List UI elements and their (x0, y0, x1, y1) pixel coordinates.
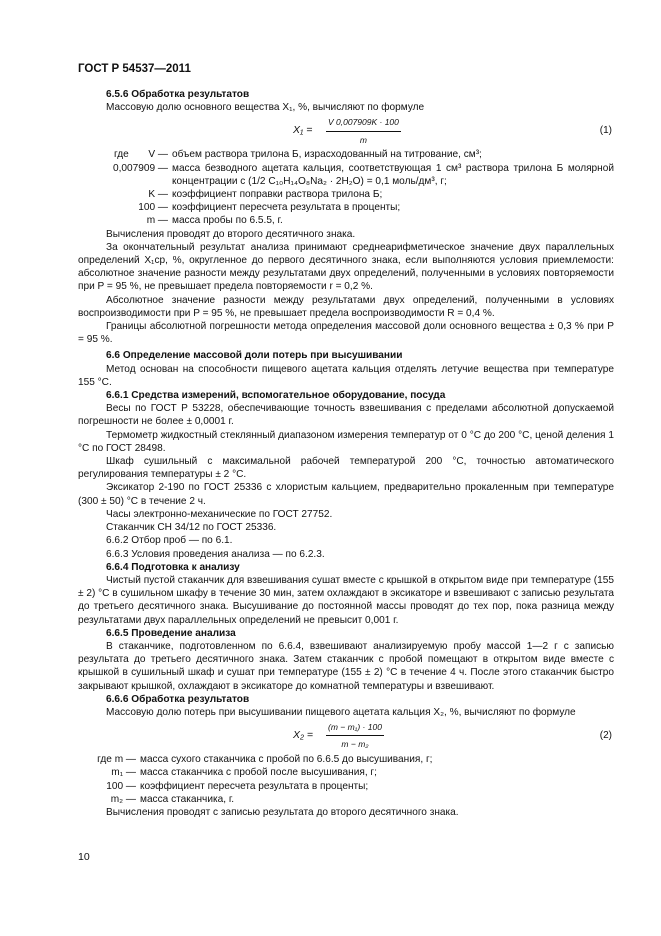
paragraph: Вычисления проводят до второго десятичного знака. (106, 228, 356, 240)
formula-numerator: V 0,007909K · 100 (326, 116, 401, 131)
page-number: 10 (78, 851, 90, 863)
definition-symbol: где m — (97, 754, 136, 766)
paragraph-6-6-2: 6.6.2 Отбор проб — по 6.1. (106, 535, 233, 547)
definition-text: масса стаканчика, г. (140, 793, 235, 805)
definition-row (78, 188, 614, 201)
paragraph: Границы абсолютной погрешности метода определения массовой доли основного вещества ± 0,3 % при P = 95 %. (78, 321, 614, 346)
formula-denominator: m (359, 134, 367, 145)
heading-6-6-4: 6.6.4 Подготовка к анализу (106, 561, 240, 573)
definition-symbol: m — (146, 215, 168, 227)
definition-row (78, 162, 614, 188)
definition-row (78, 753, 614, 766)
equipment-item: Часы электронно-механические по ГОСТ 27752. (106, 508, 333, 520)
definition-row (78, 793, 614, 806)
formula-lhs: X₁ = (293, 124, 313, 137)
definition-text: коэффициент пересчета результата в проценты; (172, 202, 401, 214)
definition-row (78, 780, 614, 793)
definition-text: коэффициент пересчета результата в проценты; (140, 780, 369, 792)
equipment-item: Термометр жидкостный стеклянный диапазоном измерения температур от 0 °С до 200 °С, ценой деления 1 °С по ГОСТ 28498. (78, 429, 614, 454)
heading-6-6-5: 6.6.5 Проведение анализа (106, 627, 236, 639)
definition-symbol: m₂ — (110, 793, 136, 805)
equipment-item: Стаканчик СН 34/12 по ГОСТ 25336. (106, 522, 277, 534)
definition-row (78, 201, 614, 214)
equipment-item: Эксикатор 2-190 по ГОСТ 25336 с хлористым кальцием, предварительно прокаленным при температуре (300 ± 50) °С в течение 2 ч. (78, 482, 614, 507)
paragraph: За окончательный результат анализа принимают среднеарифметическое значение двух параллельных определений X₁ср, %, округленное до первого десятичного знака, если выполняются условия приемлемости: абсолютное значение разности между результатами двух определений, полученными в условиях повторяемости при P = 95 %, не превышает предела повторяемости r = 0,2 %. (78, 241, 614, 293)
definition-symbol: 100 — (138, 202, 168, 214)
paragraph: Массовую долю основного вещества X₁, %, вычисляют по формуле (106, 102, 425, 114)
formula-number: (2) (599, 730, 612, 742)
equipment-item: Шкаф сушильный с максимальной рабочей температурой 200 °С, точностью автоматического регулирования температуры ± 2 °С. (78, 456, 614, 481)
definition-text: масса сухого стаканчика с пробой по 6.6.5 до высушивания, г; (140, 754, 433, 766)
heading-6-6-1: 6.6.1 Средства измерений, вспомогательное оборудование, посуда (106, 390, 446, 402)
paragraph: Абсолютное значение разности между результатами двух определений, полученными в условиях воспроизводимости при P = 95 %, не превышает предела воспроизводимости R = 0,4 %. (78, 294, 614, 319)
formula-fraction (326, 116, 401, 146)
formula-denominator: m − m₂ (341, 739, 369, 750)
definition-row (78, 148, 614, 161)
formula-lhs: X₂ = (293, 729, 314, 742)
formula-1 (78, 116, 614, 146)
definition-text: масса безводного ацетата кальция, соответствующая 1 см³ раствора трилона Б молярной концентрации с (1/2 C₁₀H₁₄O₈Na₂ · 2H₂O) = 0,1 моль/дм³, г; (172, 162, 614, 187)
heading-6-6: 6.6 Определение массовой доли потерь при высушивании (106, 350, 403, 362)
paragraph: Чистый пустой стаканчик для взвешивания сушат вместе с крышкой в открытом виде при температуре (155 ± 2) °С в сушильном шкафу в течение 30 мин, затем охлаждают в эксикаторе и взвешивают с записью результата до третьего десятичного знака. Высушивание до постоянной массы проводят до тех пор, пока разница между результатами двух параллельных определений не превысит 0,001 г. (78, 574, 614, 626)
paragraph: В стаканчике, подготовленном по 6.6.4, взвешивают анализируемую пробу массой 1—2 г с записью результата до третьего десятичного знака. Затем стаканчик с пробой помещают в открытом виде вместе с крышкой в сушильный шкаф и сушат при температуре (155 ± 2) °С в течение 4 ч. После этого стаканчик быстро закрывают крышкой, охлаждают в эксикаторе до комнатной температуры и взвешивают. (78, 640, 614, 692)
formula-number: (1) (599, 125, 612, 137)
formula-2 (78, 721, 614, 751)
equipment-item: Весы по ГОСТ Р 53228, обеспечивающие точность взвешивания с пределами абсолютной допускаемой погрешности не более ± 0,0001 г. (78, 403, 614, 428)
paragraph: Вычисления проводят с записью результата до второго десятичного знака. (106, 806, 459, 818)
paragraph-6-6-3: 6.6.3 Условия проведения анализа — по 6.2.3. (106, 548, 325, 560)
paragraph: Массовую долю потерь при высушивании пищевого ацетата кальция X₂, %, вычисляют по формуле (106, 706, 576, 718)
definition-text: коэффициент поправки раствора трилона Б; (172, 189, 383, 201)
definition-symbol: K — (148, 189, 168, 201)
document-header: ГОСТ Р 54537—2011 (78, 63, 191, 75)
page-content (78, 88, 614, 819)
where-label: где (113, 149, 129, 161)
heading-6-6-6: 6.6.6 Обработка результатов (106, 693, 250, 705)
definition-symbol: m₁ — (111, 767, 136, 779)
definitions-list (78, 148, 614, 227)
definition-symbol (78, 148, 172, 161)
definition-row (78, 766, 614, 779)
definition-text: масса стаканчика с пробой после высушивания, г; (140, 767, 377, 779)
formula-numerator: (m − m₁) · 100 (326, 721, 384, 736)
definition-text: масса пробы по 6.5.5, г. (172, 215, 283, 227)
definition-symbol: 100 — (106, 780, 136, 792)
definition-text: объем раствора трилона Б, израсходованный на титрование, см³; (172, 149, 482, 161)
definition-row (78, 214, 614, 227)
definition-symbol: 0,007909 — (113, 162, 168, 174)
definitions-list-2 (78, 753, 614, 806)
formula-fraction (326, 721, 384, 751)
symbol-text: V — (148, 149, 168, 161)
paragraph: Метод основан на способности пищевого ацетата кальция отделять летучие вещества при температуре 155 °С. (78, 363, 614, 388)
heading-6-5-6: 6.5.6 Обработка результатов (106, 89, 250, 100)
